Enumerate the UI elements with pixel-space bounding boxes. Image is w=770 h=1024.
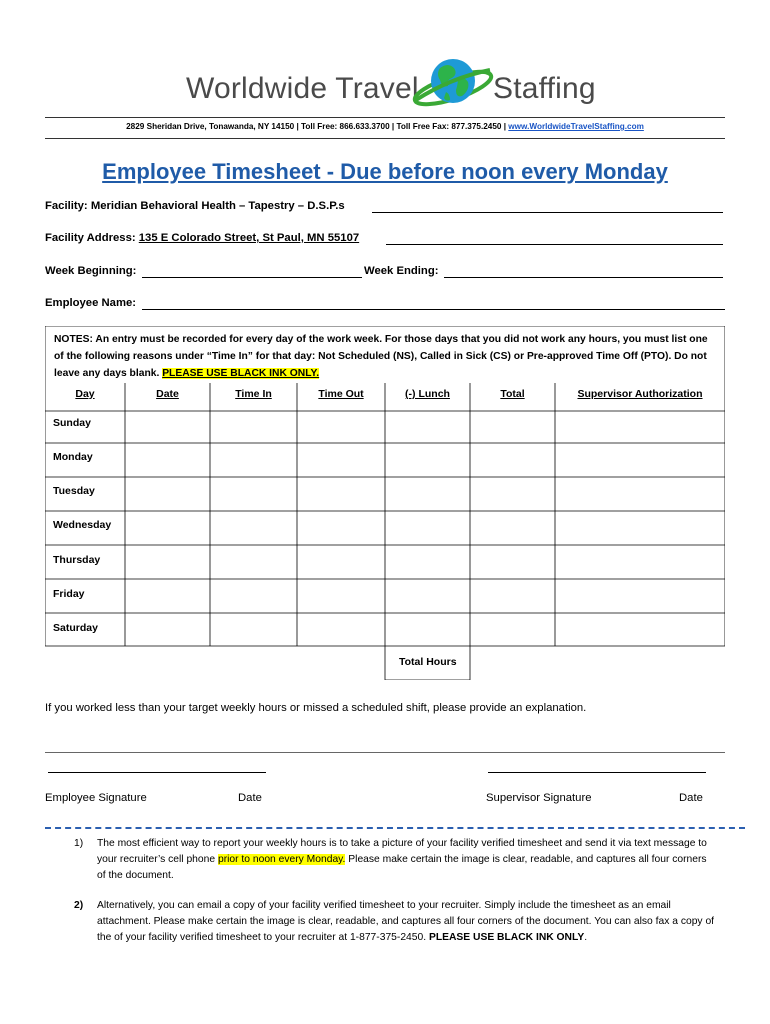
col-header-time-out: Time Out [318, 388, 364, 400]
employee-signature-line[interactable] [48, 772, 266, 773]
notes-text [54, 331, 718, 383]
facility-field [45, 200, 345, 212]
logo-text-right: Staffing [493, 72, 596, 105]
instruction-1 [97, 836, 717, 885]
explanation-prompt: If you worked less than your target weekly hours or missed a scheduled shift, please provide an explanation. [45, 702, 587, 714]
notes-highlight: PLEASE USE BLACK INK ONLY. [162, 368, 320, 380]
page-title: Employee Timesheet - Due before noon every Monday [102, 159, 668, 184]
day-tuesday: Tuesday [53, 485, 95, 497]
instruction-2 [97, 898, 717, 947]
col-header-day: Day [75, 388, 95, 400]
dashed-divider [45, 827, 745, 829]
employee-name-label: Employee Name: [45, 297, 137, 309]
instruction-2-text: Alternatively, you can email a copy of your facility verified timesheet to your recruiter. Simply include the timesheet as an email attachment. Please make certain the image is clear, readable, and captures all four corners of the document. You can also fax a copy of the of your facility verified timesheet to your recruiter at 1-877-375-2450. [97, 900, 715, 944]
instruction-1-highlight: prior to noon every Monday. [217, 854, 346, 866]
day-saturday: Saturday [53, 622, 98, 634]
day-thursday: Thursday [53, 554, 101, 566]
facility-line[interactable] [372, 212, 723, 213]
facility-address-line[interactable] [386, 244, 723, 245]
instruction-2-bold: PLEASE USE BLACK INK ONLY [428, 932, 585, 944]
explanation-line[interactable] [45, 752, 725, 753]
week-ending-input[interactable] [444, 277, 723, 278]
facility-value: Meridian Behavioral Health – Tapestry – D.S.P.s [87, 200, 345, 212]
supervisor-date-label: Date [679, 792, 703, 804]
logo-text-left: Worldwide Travel [186, 72, 419, 105]
col-header-time-in: Time In [235, 388, 272, 400]
instruction-1-text: The most efficient way to report your weekly hours is to take a picture of your facility verified timesheet and send it via text message to your recruiter’s cell phone [97, 838, 707, 866]
week-beginning-input[interactable] [142, 277, 362, 278]
header-rule-top [45, 117, 725, 118]
notes-body: NOTES: An entry must be recorded for every day of the work week. For those days that you did not work any hours, you must list one of the following reasons under “Time In” for that day: Not Scheduled (NS), Called in Sick (CS) or Pre-approved Time Off (PTO). Do not leave any days blank. [54, 334, 708, 380]
employee-signature-label: Employee Signature [45, 792, 147, 804]
week-beginning-label: Week Beginning: [45, 265, 137, 277]
col-header-total: Total [500, 388, 525, 400]
day-sunday: Sunday [53, 417, 91, 429]
total-hours-label: Total Hours [399, 656, 457, 668]
employee-name-input[interactable] [142, 309, 725, 310]
facility-address-field [45, 232, 359, 244]
employee-date-label: Date [238, 792, 262, 804]
header-rule-bottom [45, 138, 725, 139]
facility-label: Facility: [45, 200, 88, 212]
day-wednesday: Wednesday [53, 519, 112, 531]
instruction-2-number: 2) [74, 900, 84, 911]
instruction-1-number: 1) [74, 838, 84, 849]
facility-address-label: Facility Address: [45, 232, 139, 244]
instruction-1-tail: Please make certain the image is clear, readable, and captures all four corners of the document. [97, 854, 707, 882]
day-friday: Friday [53, 588, 85, 600]
website-link[interactable]: www.WorldwideTravelStaffing.com [508, 122, 644, 131]
address-line [45, 122, 725, 131]
col-header-lunch: (-) Lunch [405, 388, 450, 400]
globe-logo-icon [410, 48, 496, 118]
instruction-2-end: . [584, 932, 588, 944]
day-monday: Monday [53, 451, 93, 463]
facility-address-value: 135 E Colorado Street, St Paul, MN 55107 [138, 232, 360, 244]
supervisor-signature-label: Supervisor Signature [486, 792, 592, 804]
week-ending-label: Week Ending: [364, 265, 439, 277]
col-header-date: Date [156, 388, 179, 400]
col-header-supervisor-authorization: Supervisor Authorization [577, 388, 703, 400]
address-text: 2829 Sheridan Drive, Tonawanda, NY 14150 | Toll Free: 866.633.3700 | Toll Free Fax: 877.375.2450 | [126, 122, 509, 131]
supervisor-signature-line[interactable] [488, 772, 706, 773]
